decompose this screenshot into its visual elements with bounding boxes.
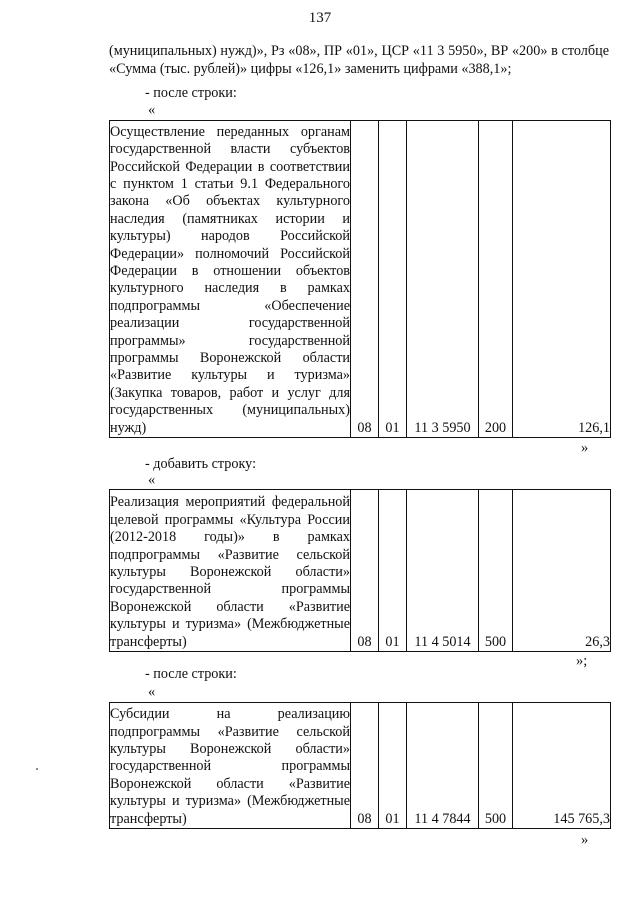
instruction-after-row-1: - после строки:	[145, 85, 237, 101]
row-description: Субсидии на реализацию подпрограммы «Развитие сельской культуры Воронежской области» государственной программы Воронежской области «Развитие культуры и туризма» (Межбюджетные трансферты)	[110, 706, 350, 827]
budget-table-1	[109, 120, 611, 438]
row-description: Реализация мероприятий федеральной целевой программы «Культура России (2012-2018 годы)» в рамках подпрограммы «Развитие сельской культуры Воронежской области» государственной программы Воронежской области «Развитие культуры и туризма» (Межбюджетные трансферты)	[110, 494, 350, 650]
open-quote-3: «	[148, 684, 156, 700]
csr-cell: 11 4 7844	[407, 703, 479, 829]
vr-cell: 500	[479, 703, 513, 829]
pr-cell: 01	[379, 490, 407, 652]
close-quote-1: »	[581, 440, 589, 456]
row-description-cell	[110, 490, 351, 652]
instruction-add-row: - добавить строку:	[145, 456, 257, 472]
vr-cell: 200	[479, 121, 513, 438]
table-row	[110, 490, 611, 652]
close-quote-2: »;	[576, 653, 588, 669]
page-number: 137	[308, 10, 332, 26]
budget-table-3	[109, 702, 611, 829]
csr-cell: 11 3 5950	[407, 121, 479, 438]
budget-table-2	[109, 489, 611, 652]
instruction-after-row-2: - после строки:	[145, 666, 237, 682]
close-quote-3: »	[581, 832, 589, 848]
csr-cell: 11 4 5014	[407, 490, 479, 652]
sum-cell: 26,3	[513, 490, 611, 652]
pr-cell: 01	[379, 703, 407, 829]
rz-cell: 08	[351, 703, 379, 829]
rz-cell: 08	[351, 121, 379, 438]
row-description-cell	[110, 121, 351, 438]
open-quote-2: «	[148, 472, 156, 488]
sum-cell: 126,1	[513, 121, 611, 438]
rz-cell: 08	[351, 490, 379, 652]
table-row	[110, 121, 611, 438]
sum-cell: 145 765,3	[513, 703, 611, 829]
vr-cell: 500	[479, 490, 513, 652]
row-description: Осуществление переданных органам государственной власти субъектов Российской Федерации в соответствии с пунктом 1 статьи 9.1 Федерального закона «Об объектах культурного наследия (памятниках истории и культуры) народов Российской Федерации» полномочий Российской Федерации в отношении объектов культурного наследия в рамках подпрограммы «Обеспечение реализации государственной программы» государственной программы Воронежской области «Развитие культуры и туризма» (Закупка товаров, работ и услуг для государственных (муниципальных) нужд)	[110, 123, 350, 436]
intro-paragraph: (муниципальных) нужд)», Рз «08», ПР «01», ЦСР «11 3 5950», ВР «200» в столбце «Сумма (тыс. рублей)» цифры «126,1» заменить цифрами «388,1»;	[109, 43, 609, 77]
row-description-cell	[110, 703, 351, 829]
open-quote-1: «	[148, 102, 156, 118]
scan-speck	[36, 768, 38, 770]
pr-cell: 01	[379, 121, 407, 438]
table-row	[110, 703, 611, 829]
